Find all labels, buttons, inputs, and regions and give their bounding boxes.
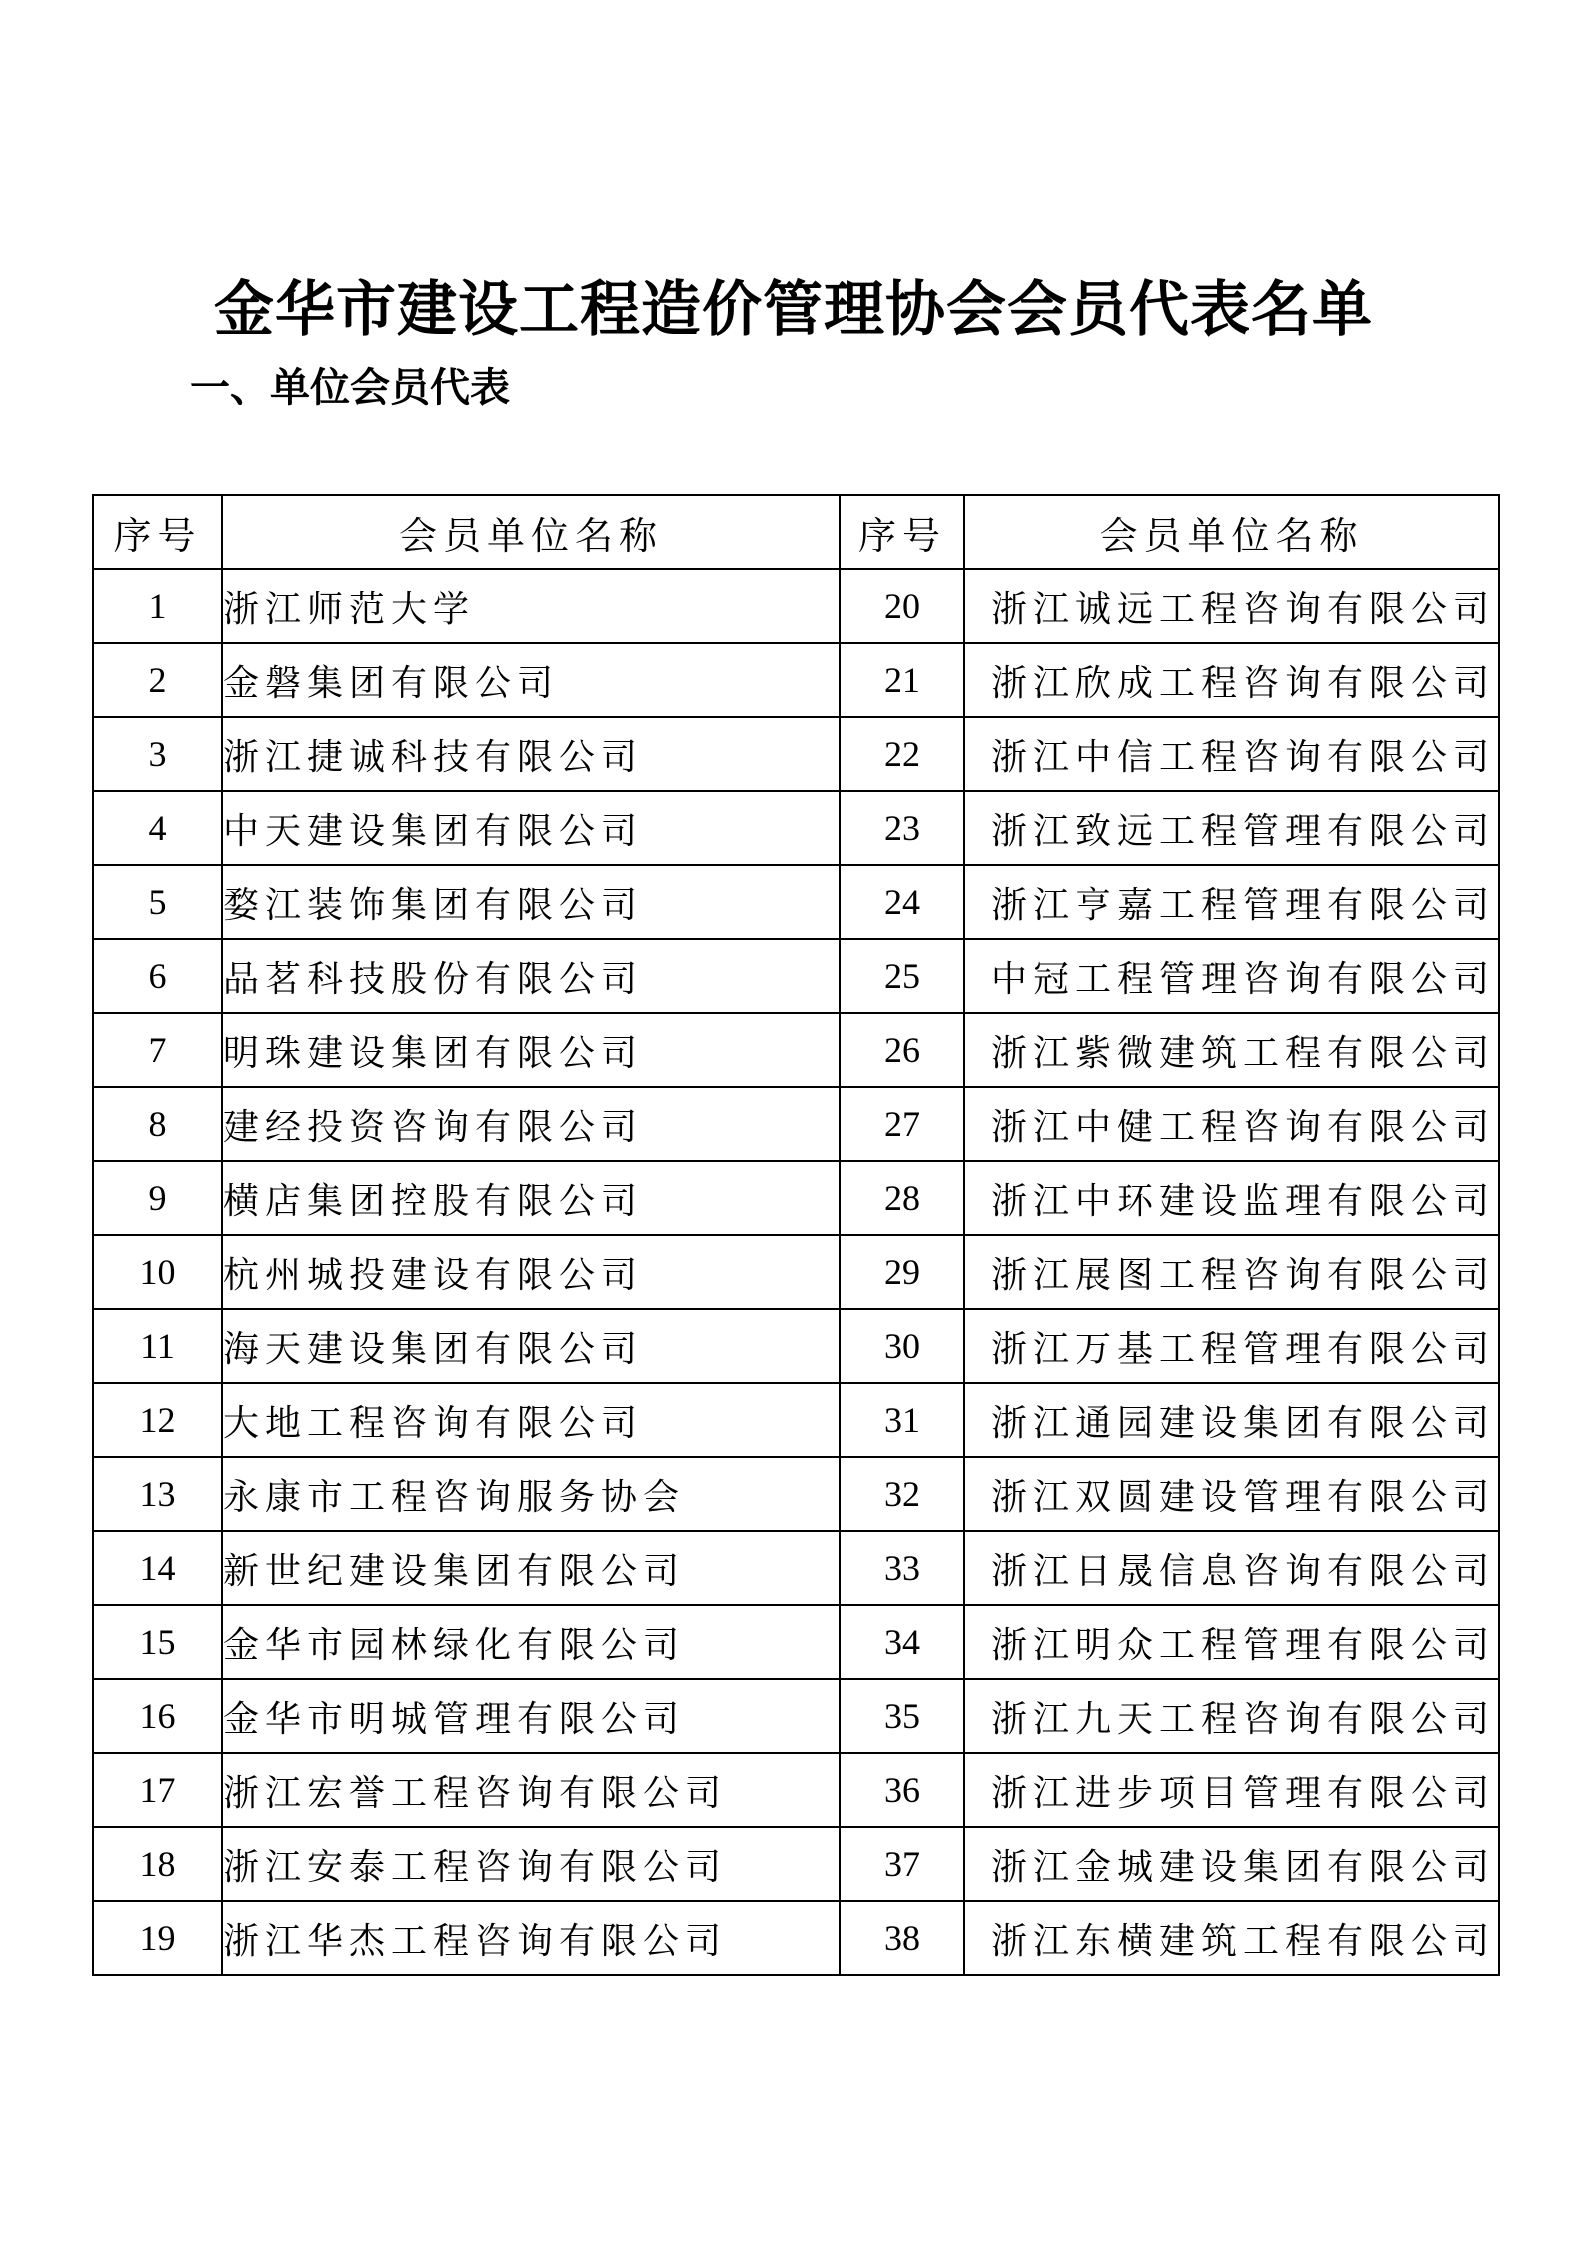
row-left-number: 13 xyxy=(93,1457,222,1531)
row-left-name: 浙江宏誉工程咨询有限公司 xyxy=(222,1753,840,1827)
row-left-number: 9 xyxy=(93,1161,222,1235)
row-right-name: 浙江九天工程咨询有限公司 xyxy=(964,1679,1499,1753)
row-right-name: 浙江金城建设集团有限公司 xyxy=(964,1827,1499,1901)
table-row xyxy=(93,1309,1499,1383)
row-right-name: 浙江进步项目管理有限公司 xyxy=(964,1753,1499,1827)
member-table xyxy=(92,494,1500,1976)
row-left-name: 浙江华杰工程咨询有限公司 xyxy=(222,1901,840,1975)
table-body xyxy=(93,569,1499,1975)
row-left-name: 金华市明城管理有限公司 xyxy=(222,1679,840,1753)
row-left-name: 海天建设集团有限公司 xyxy=(222,1309,840,1383)
table-row xyxy=(93,1161,1499,1235)
row-right-name: 浙江双圆建设管理有限公司 xyxy=(964,1457,1499,1531)
row-left-name: 永康市工程咨询服务协会 xyxy=(222,1457,840,1531)
row-right-number: 23 xyxy=(840,791,964,865)
row-right-number: 36 xyxy=(840,1753,964,1827)
row-left-number: 1 xyxy=(93,569,222,643)
header-left-name: 会员单位名称 xyxy=(222,495,840,569)
row-left-name: 杭州城投建设有限公司 xyxy=(222,1235,840,1309)
table-row xyxy=(93,1827,1499,1901)
row-right-number: 21 xyxy=(840,643,964,717)
row-left-name: 品茗科技股份有限公司 xyxy=(222,939,840,1013)
row-right-name: 中冠工程管理咨询有限公司 xyxy=(964,939,1499,1013)
row-right-name: 浙江致远工程管理有限公司 xyxy=(964,791,1499,865)
row-left-number: 19 xyxy=(93,1901,222,1975)
row-right-number: 24 xyxy=(840,865,964,939)
table-row xyxy=(93,1013,1499,1087)
table-row xyxy=(93,1753,1499,1827)
table-row xyxy=(93,1679,1499,1753)
row-right-number: 35 xyxy=(840,1679,964,1753)
header-right-name: 会员单位名称 xyxy=(964,495,1499,569)
row-left-name: 明珠建设集团有限公司 xyxy=(222,1013,840,1087)
row-left-name: 浙江师范大学 xyxy=(222,569,840,643)
row-left-number: 18 xyxy=(93,1827,222,1901)
row-right-name: 浙江欣成工程咨询有限公司 xyxy=(964,643,1499,717)
table-row xyxy=(93,1605,1499,1679)
row-left-number: 5 xyxy=(93,865,222,939)
table-header-row xyxy=(93,495,1499,569)
row-left-number: 15 xyxy=(93,1605,222,1679)
row-right-number: 37 xyxy=(840,1827,964,1901)
row-right-name: 浙江万基工程管理有限公司 xyxy=(964,1309,1499,1383)
row-right-name: 浙江日晟信息咨询有限公司 xyxy=(964,1531,1499,1605)
header-right-number: 序号 xyxy=(840,495,964,569)
row-left-name: 浙江安泰工程咨询有限公司 xyxy=(222,1827,840,1901)
row-right-number: 31 xyxy=(840,1383,964,1457)
row-left-name: 建经投资咨询有限公司 xyxy=(222,1087,840,1161)
table-row xyxy=(93,717,1499,791)
row-right-name: 浙江中环建设监理有限公司 xyxy=(964,1161,1499,1235)
table-row xyxy=(93,865,1499,939)
row-right-number: 32 xyxy=(840,1457,964,1531)
row-right-name: 浙江中信工程咨询有限公司 xyxy=(964,717,1499,791)
row-left-name: 金华市园林绿化有限公司 xyxy=(222,1605,840,1679)
row-left-name: 大地工程咨询有限公司 xyxy=(222,1383,840,1457)
row-left-number: 6 xyxy=(93,939,222,1013)
row-right-name: 浙江展图工程咨询有限公司 xyxy=(964,1235,1499,1309)
row-left-number: 14 xyxy=(93,1531,222,1605)
table-row xyxy=(93,1457,1499,1531)
row-left-number: 4 xyxy=(93,791,222,865)
document-title: 金华市建设工程造价管理协会会员代表名单 xyxy=(214,275,1373,345)
row-left-name: 浙江捷诚科技有限公司 xyxy=(222,717,840,791)
row-right-number: 30 xyxy=(840,1309,964,1383)
row-left-name: 中天建设集团有限公司 xyxy=(222,791,840,865)
row-left-number: 10 xyxy=(93,1235,222,1309)
table-row xyxy=(93,1383,1499,1457)
row-right-number: 29 xyxy=(840,1235,964,1309)
row-left-name: 婺江装饰集团有限公司 xyxy=(222,865,840,939)
row-right-number: 28 xyxy=(840,1161,964,1235)
row-right-name: 浙江亨嘉工程管理有限公司 xyxy=(964,865,1499,939)
row-left-number: 12 xyxy=(93,1383,222,1457)
table-row xyxy=(93,569,1499,643)
row-left-number: 16 xyxy=(93,1679,222,1753)
table-row xyxy=(93,791,1499,865)
row-right-name: 浙江通园建设集团有限公司 xyxy=(964,1383,1499,1457)
row-right-name: 浙江中健工程咨询有限公司 xyxy=(964,1087,1499,1161)
table-row xyxy=(93,643,1499,717)
row-right-number: 20 xyxy=(840,569,964,643)
section-heading: 一、单位会员代表 xyxy=(190,365,510,411)
row-right-number: 22 xyxy=(840,717,964,791)
row-right-number: 38 xyxy=(840,1901,964,1975)
table-row xyxy=(93,1901,1499,1975)
table-row xyxy=(93,939,1499,1013)
row-left-number: 8 xyxy=(93,1087,222,1161)
table-row xyxy=(93,1087,1499,1161)
table-row xyxy=(93,1235,1499,1309)
row-left-name: 横店集团控股有限公司 xyxy=(222,1161,840,1235)
row-left-name: 新世纪建设集团有限公司 xyxy=(222,1531,840,1605)
row-right-name: 浙江东横建筑工程有限公司 xyxy=(964,1901,1499,1975)
header-left-number: 序号 xyxy=(93,495,222,569)
row-left-number: 11 xyxy=(93,1309,222,1383)
row-right-number: 26 xyxy=(840,1013,964,1087)
row-right-number: 25 xyxy=(840,939,964,1013)
row-left-number: 3 xyxy=(93,717,222,791)
row-right-number: 34 xyxy=(840,1605,964,1679)
table-row xyxy=(93,1531,1499,1605)
row-right-number: 33 xyxy=(840,1531,964,1605)
row-left-number: 2 xyxy=(93,643,222,717)
row-left-number: 17 xyxy=(93,1753,222,1827)
row-right-number: 27 xyxy=(840,1087,964,1161)
row-left-name: 金磐集团有限公司 xyxy=(222,643,840,717)
row-left-number: 7 xyxy=(93,1013,222,1087)
row-right-name: 浙江明众工程管理有限公司 xyxy=(964,1605,1499,1679)
row-right-name: 浙江紫微建筑工程有限公司 xyxy=(964,1013,1499,1087)
row-right-name: 浙江诚远工程咨询有限公司 xyxy=(964,569,1499,643)
